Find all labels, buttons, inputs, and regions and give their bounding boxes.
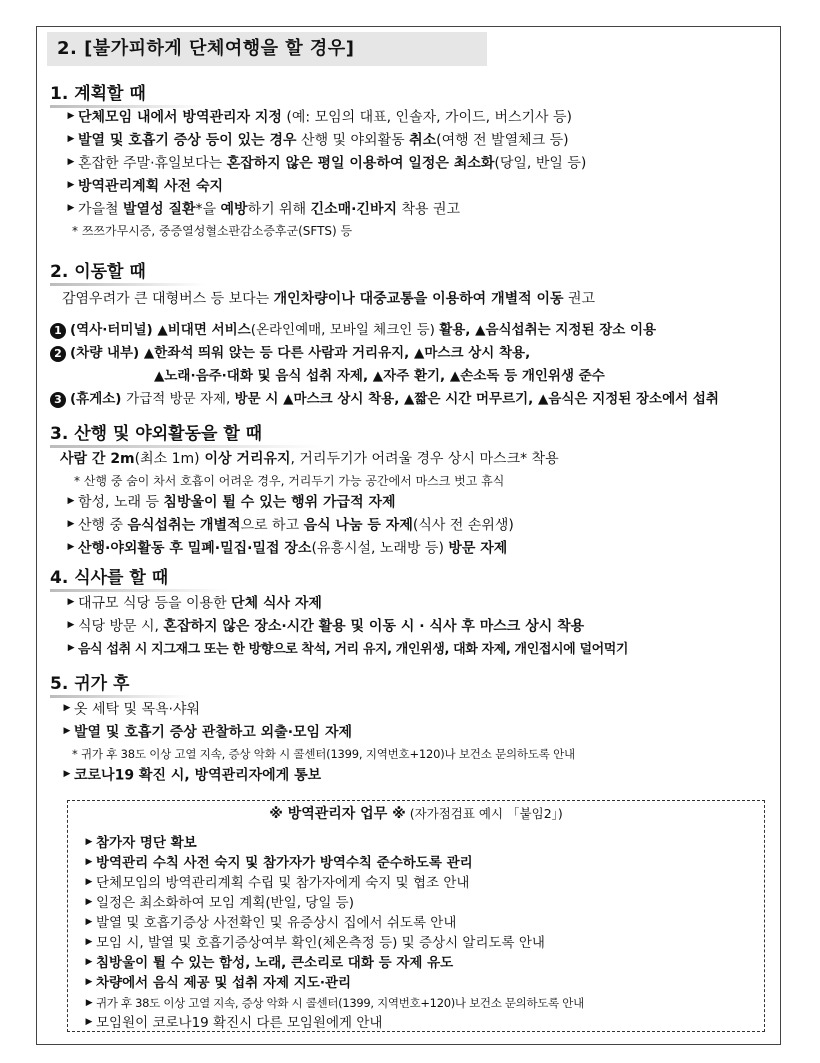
footnote: * 쯔쯔가무시증, 중증열성혈소판감소증후군(SFTS) 등 — [72, 224, 353, 238]
triangle-bullet-icon: ▶ — [67, 180, 75, 190]
triangle-bullet-icon: ▶ — [67, 496, 75, 506]
duty-item: ▶ 참가자 명단 확보 — [82, 833, 584, 853]
triangle-bullet-icon: ▶ — [63, 726, 71, 736]
triangle-bullet-icon: ▶ — [63, 769, 71, 779]
heading-underline — [50, 283, 206, 286]
footnote: * 귀가 후 38도 이상 고열 지속, 증상 악화 시 콜센터(1399, 지역번호+120)나 보건소 문의하도록 안내 — [72, 747, 575, 761]
list-item: ▶ 코로나19 확진 시, 방역관리자에게 통보 — [60, 764, 575, 787]
list-item: ▶ 산행 중 음식섭취는 개별적으로 하고 음식 나눔 등 자제(식사 전 손위생) — [64, 514, 559, 537]
duty-item: ▶ 방역관리 수칙 사전 숙지 및 참가자가 방역수칙 준수하도록 관리 — [82, 853, 584, 873]
duty-list — [82, 833, 584, 1033]
number-badge: 1 — [50, 323, 66, 339]
duty-item: ▶ 침방울이 튈 수 있는 함성, 노래, 큰소리로 대화 등 자제 유도 — [82, 953, 584, 973]
list-item: ▶ 발열 및 호흡기 증상 관찰하고 외출·모임 자제 — [60, 721, 575, 744]
list-item-continuation: ▲노래·음주·대화 및 음식 섭취 자제, ▲자주 환기, ▲손소독 등 개인위생 준수 — [154, 368, 605, 384]
footnote: * 산행 중 숨이 차서 호흡이 어려운 경우, 거리두기 가능 공간에서 마스크 벗고 휴식 — [74, 474, 505, 488]
triangle-bullet-icon: ▶ — [67, 643, 75, 653]
number-badge: 3 — [50, 392, 66, 408]
section-heading: 3. 산행 및 야외활동을 할 때 — [50, 424, 263, 444]
section-hiking — [50, 422, 559, 560]
section-heading: 1. 계획할 때 — [50, 84, 146, 104]
list-item: 3 (휴게소) 가급적 방문 자제, 방문 시 ▲마스크 상시 착용, ▲짧은 시간 머무르기, ▲음식은 지정된 장소에서 섭취 — [50, 388, 719, 411]
list-item: 2 (차량 내부) ▲한좌석 띄워 앉는 등 다른 사람과 거리유지, ▲마스크 상시 착용, — [50, 342, 719, 365]
triangle-bullet-icon: ▶ — [67, 597, 75, 607]
duty-item: ▶ 모임원이 코로나19 확진시 다른 모임원에게 안내 — [82, 1013, 584, 1033]
triangle-bullet-icon: ▶ — [85, 857, 93, 867]
list-item: ▶ 발열 및 호흡기 증상 등이 있는 경우 산행 및 야외활동 취소(여행 전 발열체크 등) — [64, 129, 586, 152]
list-item: ▶ 단체모임 내에서 방역관리자 지정 (예: 모임의 대표, 인솔자, 가이드, 버스기사 등) — [64, 106, 586, 129]
triangle-bullet-icon: ▶ — [67, 542, 75, 552]
triangle-bullet-icon: ▶ — [67, 111, 75, 121]
number-badge: 2 — [50, 346, 66, 362]
duty-item: ▶ 발열 및 호흡기증상 사전확인 및 유증상시 집에서 쉬도록 안내 — [82, 913, 584, 933]
triangle-bullet-icon: ▶ — [85, 997, 93, 1008]
section-moving — [50, 260, 719, 411]
triangle-bullet-icon: ▶ — [85, 877, 93, 887]
duty-item: ▶ 모임 시, 발열 및 호흡기증상여부 확인(체온측정 등) 및 증상시 알리도록 안내 — [82, 933, 584, 953]
triangle-bullet-icon: ▶ — [85, 897, 93, 907]
list-item: ▶ 산행·야외활동 후 밀폐·밀집·밀접 장소(유흥시설, 노래방 등) 방문 자제 — [64, 537, 559, 560]
section-heading: 5. 귀가 후 — [50, 674, 130, 694]
triangle-bullet-icon: ▶ — [63, 703, 71, 713]
list-item: ▶ 대규모 식당 등을 이용한 단체 식사 자제 — [64, 592, 628, 615]
triangle-bullet-icon: ▶ — [67, 203, 75, 213]
duty-item: ▶ 귀가 후 38도 이상 고열 지속, 증상 악화 시 콜센터(1399, 지역번호+120)나 보건소 문의하도록 안내 — [82, 993, 584, 1013]
list-item: 1 (역사·터미널) ▲비대면 서비스(온라인예매, 모바일 체크인 등) 활용, ▲음식섭취는 지정된 장소 이용 — [50, 319, 719, 342]
section-eating — [50, 566, 628, 661]
duty-box-title: ※ 방역관리자 업무 ※ (자가점검표 예시 「붙임2」) — [269, 806, 563, 822]
intro-text: 감염우려가 큰 대형버스 등 보다는 개인차량이나 대중교통을 이용하여 개별적 이동 권고 — [62, 291, 596, 307]
triangle-bullet-icon: ▶ — [67, 157, 75, 167]
triangle-bullet-icon: ▶ — [85, 917, 93, 927]
triangle-bullet-icon: ▶ — [85, 937, 93, 947]
duty-item: ▶ 일정은 최소화하여 모임 계획(반일, 당일 등) — [82, 893, 584, 913]
list-item: ▶ 혼잡한 주말·휴일보다는 혼잡하지 않은 평일 이용하여 일정은 최소화(당일, 반일 등) — [64, 152, 586, 175]
list-item: ▶ 옷 세탁 및 목욕·샤워 — [60, 698, 575, 721]
page-title: 2. [불가피하게 단체여행을 할 경우] — [47, 32, 487, 66]
section-planning — [50, 82, 586, 241]
duty-item: ▶ 차량에서 음식 제공 및 섭취 자제 지도·관리 — [82, 973, 584, 993]
list-item: ▶ 식당 방문 시, 혼잡하지 않은 장소·시간 활용 및 이동 시 · 식사 후 마스크 상시 착용 — [64, 615, 628, 638]
list-item: ▶ 방역관리계획 사전 숙지 — [64, 175, 586, 198]
list-item: ▶ 음식 섭취 시 지그재그 또는 한 방향으로 착석, 거리 유지, 개인위생, 대화 자제, 개인접시에 덜어먹기 — [64, 638, 628, 661]
manager-duty-box — [67, 800, 765, 1032]
triangle-bullet-icon: ▶ — [85, 977, 93, 987]
intro-text: 사람 간 2m(최소 1m) 이상 거리유지, 거리두기가 어려울 경우 상시 마스크* 착용 — [60, 451, 559, 467]
triangle-bullet-icon: ▶ — [85, 1017, 93, 1027]
triangle-bullet-icon: ▶ — [67, 134, 75, 144]
triangle-bullet-icon: ▶ — [67, 620, 75, 630]
section-heading: 4. 식사를 할 때 — [50, 568, 169, 588]
triangle-bullet-icon: ▶ — [85, 837, 93, 847]
section-heading: 2. 이동할 때 — [50, 262, 146, 282]
heading-underline — [50, 445, 322, 448]
list-item: ▶ 함성, 노래 등 침방울이 튈 수 있는 행위 가급적 자제 — [64, 491, 559, 514]
list-item: ▶ 가을철 발열성 질환*을 예방하기 위해 긴소매·긴바지 착용 권고 — [64, 198, 586, 221]
triangle-bullet-icon: ▶ — [67, 519, 75, 529]
triangle-bullet-icon: ▶ — [85, 957, 93, 967]
duty-item: ▶ 단체모임의 방역관리계획 수립 및 참가자에게 숙지 및 협조 안내 — [82, 873, 584, 893]
section-return-home — [50, 672, 575, 787]
